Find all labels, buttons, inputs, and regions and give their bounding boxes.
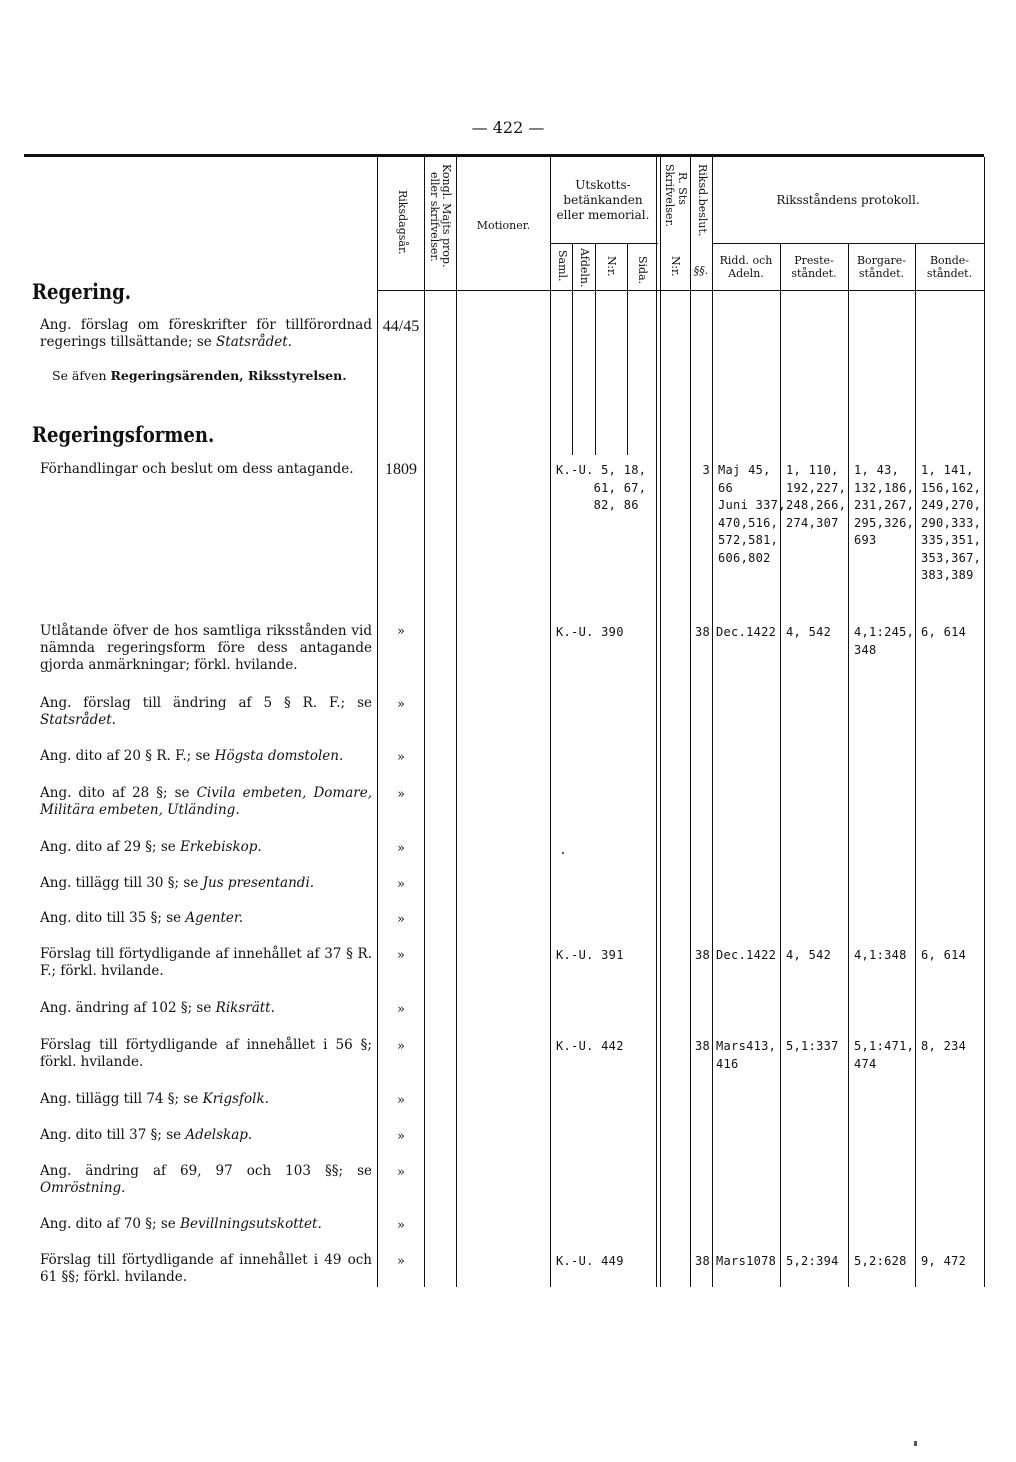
- header-kongl-prop: Kongl. Majts prop.: [440, 164, 453, 268]
- see-also: [52, 368, 347, 383]
- entry-description: [40, 910, 372, 927]
- header-rsts-skrifvelser: Skrifvelser.: [663, 164, 676, 227]
- entry-text: Förslag till förtydligande af innehållet af 37 § R. F.; förkl. hvilande.: [40, 946, 372, 979]
- entry-bonde: 8, 234: [921, 1039, 967, 1053]
- entry-description: [40, 1163, 372, 1197]
- entry-preste: 4, 542: [786, 948, 832, 962]
- header-ridd-l2: Adeln.: [728, 267, 764, 280]
- scan-speck: [914, 1441, 917, 1446]
- header-sect-sign: §§.: [693, 264, 709, 277]
- entry-utskotts: K.-U. 5, 18, 61, 67, 82, 86: [556, 463, 647, 512]
- entry-borgare: 5,1:471, 474: [854, 1039, 915, 1071]
- entry-text: Utlåtande öfver de hos samtliga riksstånden vid nämnda regeringsform före dess antagande gjorda anmärkningar; förkl. hvilande.: [40, 623, 372, 673]
- entry-description: [40, 695, 372, 729]
- section-regering: Regering.: [32, 279, 132, 304]
- entry-ridd: Mars413, 416: [716, 1039, 777, 1071]
- header-nr2: N:r.: [669, 256, 682, 277]
- entry-bonde: 6, 614: [921, 625, 967, 639]
- header-kongl-skrifvelser: eller skrifvelser.: [428, 172, 441, 262]
- entry-year: 44/45: [382, 318, 420, 335]
- entry-description: [40, 875, 372, 892]
- entry-year: »: [397, 1093, 405, 1108]
- entry-text: Ang. tillägg till 74 §; se: [40, 1091, 203, 1107]
- entry-preste: 5,2:394: [786, 1254, 839, 1268]
- header-ridd: [712, 254, 780, 280]
- entry-reference: Adelskap.: [185, 1127, 253, 1143]
- entry-utskotts: K.-U. 391: [556, 948, 624, 962]
- col-rule: [572, 243, 573, 455]
- header-ridd-l1: Ridd. och: [719, 254, 773, 267]
- header-preste-l1: Preste-: [794, 254, 834, 267]
- entry-text: Ang. dito af 28 §; se: [40, 785, 197, 801]
- header-motioner: Motioner.: [476, 219, 531, 232]
- entry-year: »: [397, 1218, 405, 1233]
- col-rule: [456, 157, 457, 1287]
- entry-text: Ang. ändring af 69, 97 och 103 §§; se: [40, 1163, 372, 1179]
- entry-reference: Statsrådet.: [216, 334, 292, 350]
- entry-borgare: 4,1:245, 348: [854, 625, 915, 657]
- page-number: — 422 —: [471, 118, 545, 137]
- header-preste: [780, 254, 848, 280]
- col-rule: [915, 243, 916, 1287]
- header-bonde-l1: Bonde-: [929, 254, 970, 267]
- entry-year: »: [397, 877, 405, 892]
- entry-beslut: 38: [694, 625, 710, 639]
- entry-text: Ang. dito till 35 §; se: [40, 910, 186, 926]
- entry-year: »: [397, 948, 405, 963]
- entry-text: Ang. tillägg till 30 §; se: [40, 875, 203, 891]
- entry-description: [40, 1252, 372, 1286]
- entry-text: Förslag till förtydligande af innehållet i 56 §; förkl. hvilande.: [40, 1037, 372, 1070]
- header-rsts: R. Sts: [676, 172, 689, 205]
- header-utskotts-l1: Utskotts-: [575, 178, 631, 192]
- entry-beslut: 38: [694, 948, 710, 962]
- header-riksdbeslut: Riksd.beslut.: [696, 164, 709, 237]
- entry-description: [40, 1000, 372, 1017]
- entry-reference: Erkebiskop.: [180, 839, 262, 855]
- entry-description: [40, 623, 372, 674]
- entry-bonde: 1, 141, 156,162, 249,270, 290,333, 335,351, 353,367, 383,389: [921, 463, 982, 582]
- entry-utskotts: K.-U. 442: [556, 1039, 624, 1053]
- entry-year: »: [397, 1002, 405, 1017]
- entry-borgare: 1, 43, 132,186, 231,267, 295,326, 693: [854, 463, 915, 547]
- entry-reference: Civila embeten, Domare, Militära embeten, Utländing.: [40, 785, 372, 818]
- col-rule: [848, 243, 849, 1287]
- header-nr: N:r.: [605, 256, 618, 277]
- entry-year: »: [397, 624, 405, 639]
- entry-year: »: [397, 841, 405, 856]
- entry-utskotts: K.-U. 449: [556, 1254, 624, 1268]
- header-utskotts-l2: betänkanden: [563, 193, 643, 207]
- entry-ridd: Mars1078: [716, 1254, 777, 1268]
- entry-text: Ang. förslag om föreskrifter för tillförordnad regerings tillsättande; se: [40, 317, 372, 350]
- scan-speck: [562, 852, 564, 854]
- entry-beslut: 38: [694, 1039, 710, 1053]
- header-preste-l2: ståndet.: [791, 267, 837, 280]
- header-borgare-l1: Borgare-: [856, 254, 907, 267]
- entry-beslut: 3: [702, 463, 710, 477]
- col-rule: [712, 157, 713, 1287]
- entry-year: 1809: [385, 461, 417, 478]
- entry-text: Ang. dito till 37 §; se: [40, 1127, 186, 1143]
- entry-year: »: [397, 1129, 405, 1144]
- header-utskotts-l3: eller memorial.: [556, 208, 650, 222]
- col-rule: [627, 243, 628, 455]
- col-rule: [690, 157, 691, 1287]
- entry-description: [40, 839, 372, 856]
- entry-year: »: [397, 750, 405, 765]
- entry-year: »: [397, 697, 405, 712]
- entry-ridd: Dec.1422: [716, 948, 777, 962]
- header-riksdagsar: Riksdagsår.: [396, 190, 409, 255]
- entry-description: [40, 785, 372, 819]
- entry-preste: 4, 542: [786, 625, 832, 639]
- entry-description: [40, 946, 372, 980]
- header-utskotts: [550, 178, 656, 223]
- entry-reference: Krigsfolk.: [202, 1091, 269, 1107]
- entry-reference: Statsrådet.: [40, 712, 116, 728]
- entry-description: [40, 1091, 372, 1108]
- col-rule: [424, 157, 425, 1287]
- entry-description: [40, 317, 372, 351]
- entry-reference: Agenter.: [185, 910, 244, 926]
- entry-reference: Högsta domstolen.: [214, 748, 344, 764]
- entry-reference: Jus presentandi.: [202, 875, 315, 891]
- header-rule: [377, 290, 984, 291]
- entry-description: [40, 1037, 372, 1071]
- subheader-rule-utskotts: [550, 243, 658, 244]
- entry-text: Ang. förslag till ändring af 5 § R. F.; se: [40, 695, 372, 711]
- entry-ridd: Maj 45, 66 Juni 337, 470,516, 572,581, 606,802: [718, 463, 786, 565]
- header-afdeln: Afdeln.: [578, 248, 591, 288]
- entry-description: [40, 1127, 372, 1144]
- entry-borgare: 5,2:628: [854, 1254, 907, 1268]
- col-rule: [780, 243, 781, 1287]
- entry-text: Förslag till förtydligande af innehållet i 49 och 61 §§; förkl. hvilande.: [40, 1252, 372, 1285]
- see-also-reference: Regeringsärenden, Riksstyrelsen.: [110, 368, 347, 383]
- header-borgare: [848, 254, 915, 280]
- entry-reference: Omröstning.: [40, 1180, 126, 1196]
- entry-text: Ang. dito af 29 §; se: [40, 839, 181, 855]
- see-also-text: Se äfven: [52, 368, 111, 383]
- entry-ridd: Dec.1422: [716, 625, 777, 639]
- header-sida: Sida.: [636, 256, 649, 285]
- entry-text: Ang. ändring af 102 §; se: [40, 1000, 216, 1016]
- entry-bonde: 9, 472: [921, 1254, 967, 1268]
- col-rule: [550, 157, 551, 1287]
- header-bonde-l2: ståndet.: [926, 267, 973, 280]
- entry-text: Förhandlingar och beslut om dess antagande.: [40, 461, 354, 477]
- entry-bonde: 6, 614: [921, 948, 967, 962]
- entry-reference: Bevillningsutskottet.: [180, 1216, 322, 1232]
- entry-year: »: [397, 1039, 405, 1054]
- col-rule: [660, 157, 661, 1287]
- entry-year: »: [397, 912, 405, 927]
- col-rule: [656, 157, 657, 1287]
- entry-beslut: 38: [694, 1254, 710, 1268]
- entry-year: »: [397, 1254, 405, 1269]
- header-protokoll: Riksståndens protokoll.: [776, 193, 920, 207]
- entry-text: Ang. dito af 20 § R. F.; se: [40, 748, 215, 764]
- col-rule: [595, 243, 596, 455]
- entry-utskotts: K.-U. 390: [556, 625, 624, 639]
- entry-borgare: 4,1:348: [854, 948, 907, 962]
- entry-description: [40, 1216, 372, 1233]
- col-rule: [984, 157, 985, 1287]
- entry-year: »: [397, 787, 405, 802]
- header-saml: Saml.: [556, 250, 569, 282]
- entry-description: [40, 748, 372, 765]
- entry-text: Ang. dito af 70 §; se: [40, 1216, 181, 1232]
- entry-reference: Riksrätt.: [215, 1000, 275, 1016]
- entry-preste: 5,1:337: [786, 1039, 839, 1053]
- entry-description: [40, 461, 372, 478]
- entry-year: »: [397, 1165, 405, 1180]
- section-regeringsformen: Regeringsformen.: [32, 422, 215, 447]
- header-borgare-l2: ståndet.: [858, 267, 905, 280]
- header-bonde: [915, 254, 984, 280]
- top-rule: [24, 154, 984, 157]
- entry-preste: 1, 110, 192,227, 248,266, 274,307: [786, 463, 847, 530]
